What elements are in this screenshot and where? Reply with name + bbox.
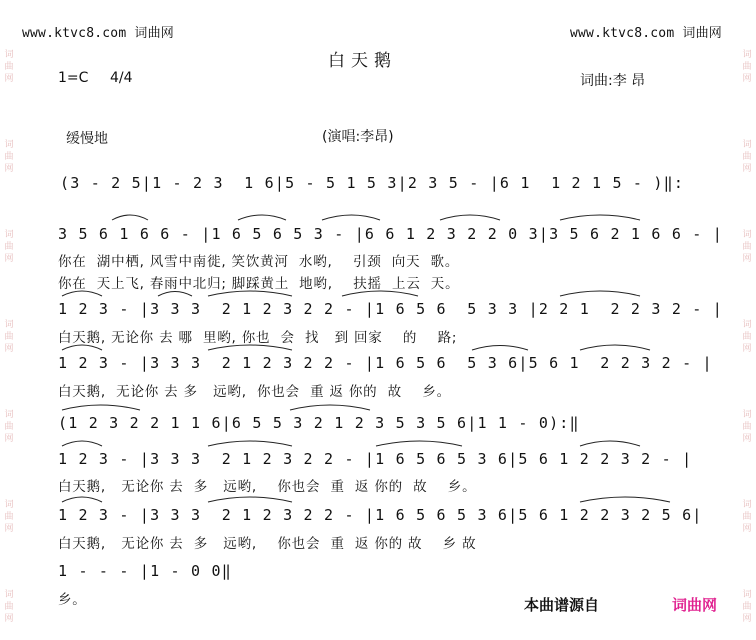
site-url-left[interactable]: www.ktvc8.com 词曲网	[22, 26, 174, 41]
watermark-char: 曲	[4, 602, 14, 612]
watermark-char: 网	[4, 614, 14, 624]
watermark-char: 网	[742, 254, 752, 264]
watermark-char: 网	[4, 74, 14, 84]
chorus-notes-1: 1 2 3 - |3 3 3 2 1 2 3 2 2 - |1 6 5 6 5 3 3 |2 2 1 2 2 3 2 - |	[58, 300, 723, 318]
site-url-right[interactable]: www.ktvc8.com 词曲网	[570, 26, 722, 41]
watermark-char: 词	[742, 320, 752, 330]
watermark-char: 网	[4, 434, 14, 444]
watermark-char: 曲	[4, 422, 14, 432]
watermark-char: 词	[4, 50, 14, 60]
ending-lyric: 乡。	[58, 592, 87, 608]
left-watermark-column	[0, 0, 18, 640]
song-title: 白天鹅	[328, 51, 397, 71]
watermark-char: 词	[742, 140, 752, 150]
watermark-char: 曲	[742, 242, 752, 252]
intro-line: (3 - 2 5|1 - 2 3 1 6|5 - 5 1 5 3|2 3 5 - |6 1 1 2 1 5 - )‖:	[60, 174, 685, 192]
watermark-char: 词	[742, 230, 752, 240]
watermark-char: 词	[742, 590, 752, 600]
watermark-char: 曲	[742, 602, 752, 612]
watermark-char: 词	[4, 140, 14, 150]
watermark-char: 词	[4, 500, 14, 510]
interlude-line: (1 2 3 2 2 1 1 6|6 5 5 3 2 1 2 3 5 3 5 6|1 1 - 0):‖	[58, 414, 580, 432]
watermark-char: 曲	[4, 62, 14, 72]
watermark-char: 曲	[4, 242, 14, 252]
key-signature: 1=C	[58, 70, 89, 86]
watermark-char: 曲	[742, 152, 752, 162]
verse-lyric-2: 你在 天上飞, 春雨中北归; 脚踩黄土 地哟, 扶摇 上云 天。	[58, 276, 460, 292]
chorus-notes-3: 1 2 3 - |3 3 3 2 1 2 3 2 2 - |1 6 5 6 5 3 6|5 6 1 2 2 3 2 - |	[58, 450, 693, 468]
watermark-char: 网	[4, 164, 14, 174]
watermark-char: 词	[742, 500, 752, 510]
watermark-char: 曲	[4, 152, 14, 162]
singer-credit: (演唱:李昂)	[322, 129, 394, 145]
watermark-char: 曲	[4, 512, 14, 522]
watermark-char: 网	[742, 164, 752, 174]
tempo-marking: 缓慢地	[66, 131, 108, 147]
verse-lyric-1: 你在 湖中栖, 风雪中南徙, 笑饮黄河 水哟, 引颈 向天 歌。	[58, 254, 460, 270]
watermark-char: 词	[742, 50, 752, 60]
watermark-char: 网	[4, 254, 14, 264]
chorus-lyric-4: 白天鹅, 无论你 去 多 远哟, 你也会 重 返 你的 故 乡 故	[58, 536, 477, 552]
watermark-char: 词	[4, 410, 14, 420]
watermark-char: 网	[4, 524, 14, 534]
watermark-char: 曲	[4, 332, 14, 342]
watermark-char: 曲	[742, 512, 752, 522]
watermark-char: 网	[742, 344, 752, 354]
watermark-char: 词	[4, 590, 14, 600]
watermark-char: 词	[742, 410, 752, 420]
watermark-char: 网	[742, 614, 752, 624]
verse-notes-1: 3 5 6 1 6 6 - |1 6 5 6 5 3 - |6 6 1 2 3 2 2 0 3|3 5 6 2 1 6 6 - |	[58, 225, 723, 243]
chorus-lyric-1: 白天鹅, 无论你 去 哪 里哟, 你也 会 找 到 回家 的 路;	[58, 330, 458, 346]
ending-notes: 1 - - - |1 - 0 0‖	[58, 562, 232, 580]
source-label: 本曲谱源自	[524, 596, 600, 614]
watermark-char: 词	[4, 230, 14, 240]
watermark-char: 曲	[742, 422, 752, 432]
song-credits: 词曲:李 昂	[580, 73, 646, 89]
right-watermark-column	[738, 0, 756, 640]
watermark-char: 曲	[742, 62, 752, 72]
source-site-link[interactable]: 词曲网	[672, 596, 718, 614]
watermark-char: 曲	[742, 332, 752, 342]
chorus-notes-2: 1 2 3 - |3 3 3 2 1 2 3 2 2 - |1 6 5 6 5 3 6|5 6 1 2 2 3 2 - |	[58, 354, 713, 372]
chorus-lyric-2: 白天鹅, 无论你 去 多 远哟, 你也会 重 返 你的 故 乡。	[58, 384, 451, 400]
chorus-lyric-3: 白天鹅, 无论你 去 多 远哟, 你也会 重 返 你的 故 乡。	[58, 479, 477, 495]
watermark-char: 网	[742, 524, 752, 534]
watermark-char: 网	[742, 434, 752, 444]
watermark-char: 词	[4, 320, 14, 330]
watermark-char: 网	[742, 74, 752, 84]
chorus-notes-4: 1 2 3 - |3 3 3 2 1 2 3 2 2 - |1 6 5 6 5 3 6|5 6 1 2 2 3 2 5 6|	[58, 506, 703, 524]
watermark-char: 网	[4, 344, 14, 354]
time-signature: 4/4	[110, 70, 133, 86]
